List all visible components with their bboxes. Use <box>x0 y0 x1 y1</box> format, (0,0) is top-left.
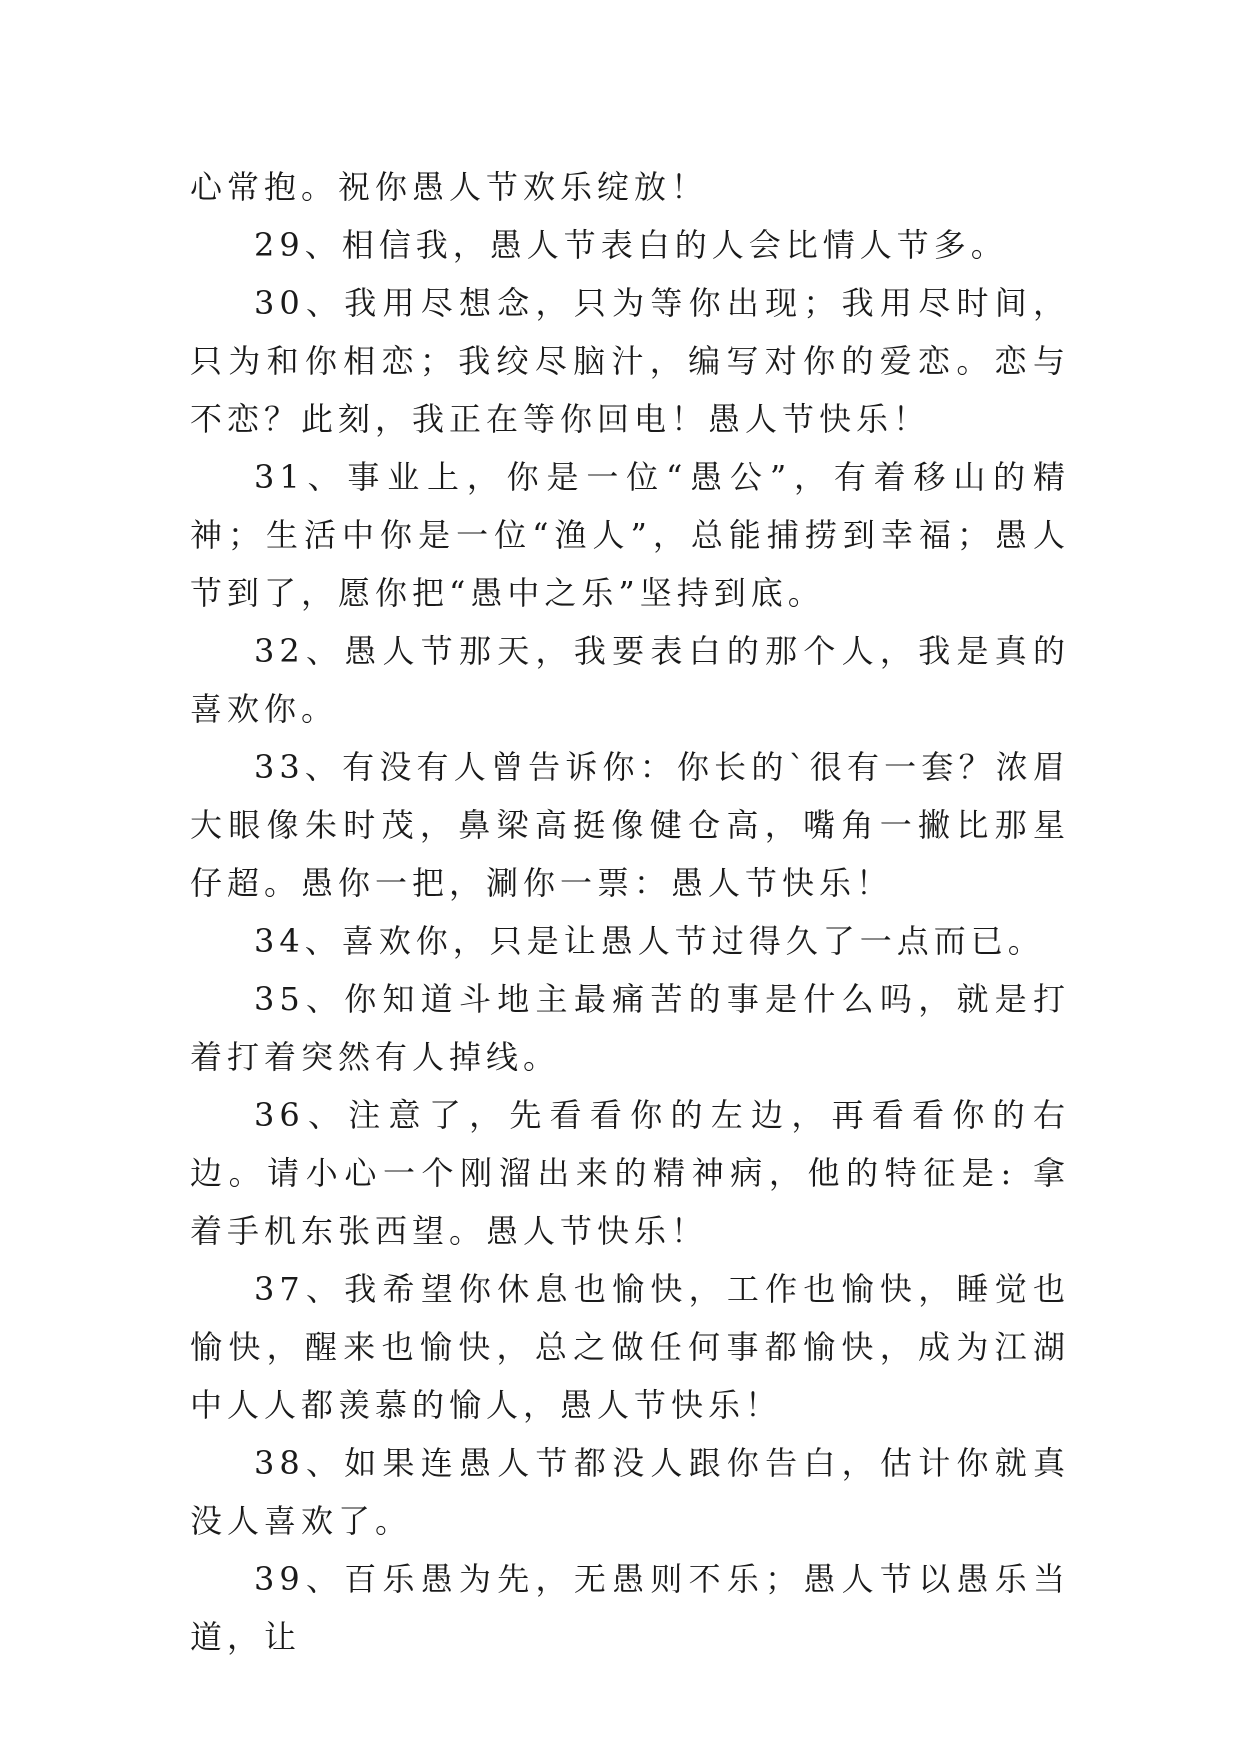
document-body <box>190 158 1070 1666</box>
paragraph: 36、注意了，先看看你的左边，再看看你的右边。请小心一个刚溜出来的精神病，他的特征是: 拿着手机东张西望。愚人节快乐！ <box>190 1096 1070 1250</box>
paragraph: 29、相信我，愚人节表白的人会比情人节多。 <box>254 226 1008 264</box>
paragraph: 32、愚人节那天，我要表白的那个人，我是真的喜欢你。 <box>190 632 1070 728</box>
paragraph: 30、我用尽想念，只为等你出现；我用尽时间，只为和你相恋；我绞尽脑汁，编写对你的爱恋。恋与不恋？此刻，我正在等你回电！愚人节快乐！ <box>190 284 1070 438</box>
paragraph: 35、你知道斗地主最痛苦的事是什么吗，就是打着打着突然有人掉线。 <box>190 980 1070 1076</box>
paragraph: 33、有没有人曾告诉你：你长的`很有一套？浓眉大眼像朱时茂，鼻梁高挺像健仓高，嘴角一撇比那星仔超。愚你一把，涮你一票：愚人节快乐！ <box>190 748 1070 902</box>
paragraph: 31、事业上，你是一位“愚公”，有着移山的精神；生活中你是一位“渔人”，总能捕捞到幸福；愚人节到了，愿你把“愚中之乐”坚持到底。 <box>190 458 1070 612</box>
paragraph: 38、如果连愚人节都没人跟你告白，估计你就真没人喜欢了。 <box>190 1444 1070 1540</box>
paragraph: 37、我希望你休息也愉快，工作也愉快，睡觉也愉快，醒来也愉快，总之做任何事都愉快，成为江湖中人人都羡慕的愉人，愚人节快乐！ <box>190 1270 1070 1424</box>
paragraph: 心常抱。祝你愚人节欢乐绽放！ <box>190 168 709 206</box>
paragraph: 34、喜欢你，只是让愚人节过得久了一点而已。 <box>254 922 1045 960</box>
paragraph: 39、百乐愚为先，无愚则不乐；愚人节以愚乐当道，让 <box>190 1560 1070 1656</box>
